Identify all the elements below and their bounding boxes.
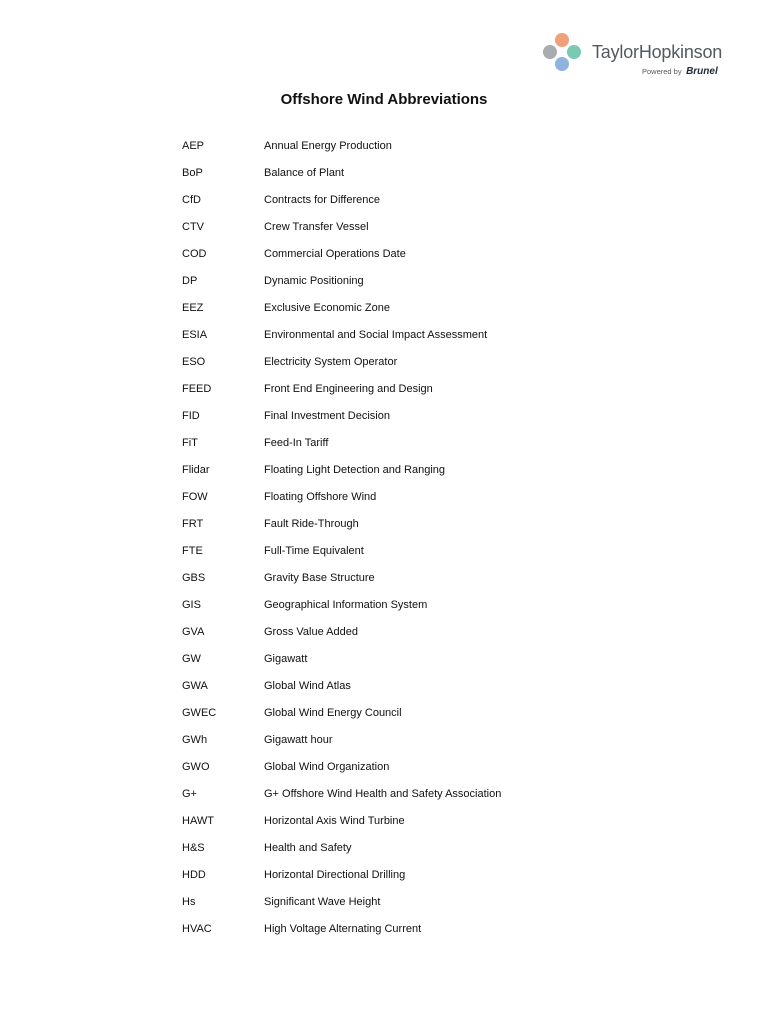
abbreviation-code: FOW [182, 491, 208, 503]
abbreviation-code: HVAC [182, 923, 212, 935]
abbreviation-definition: Gigawatt hour [264, 734, 333, 746]
abbreviation-row [182, 786, 501, 813]
abbreviation-code: FEED [182, 383, 212, 395]
abbreviation-row [182, 732, 501, 759]
abbreviation-definition: Environmental and Social Impact Assessment [264, 329, 488, 341]
abbreviation-definition: High Voltage Alternating Current [264, 923, 422, 935]
abbreviation-definition: Fault Ride-Through [264, 518, 359, 530]
abbreviation-list [182, 138, 501, 948]
abbreviation-row [182, 516, 501, 543]
abbreviation-row [182, 759, 501, 786]
abbreviation-code: EEZ [182, 302, 204, 314]
abbreviation-definition: Significant Wave Height [264, 896, 381, 908]
abbreviation-definition: Balance of Plant [264, 167, 345, 179]
abbreviation-row [182, 840, 501, 867]
abbreviation-code: GWEC [182, 707, 217, 719]
abbreviation-code: G+ [182, 788, 197, 800]
abbreviation-row [182, 489, 501, 516]
abbreviation-code: HAWT [182, 815, 214, 827]
abbreviation-row [182, 597, 501, 624]
abbreviation-definition: Dynamic Positioning [264, 275, 364, 287]
abbreviation-definition: Crew Transfer Vessel [264, 221, 369, 233]
abbreviation-row [182, 435, 501, 462]
abbreviation-definition: Global Wind Organization [264, 761, 390, 773]
abbreviation-code: COD [182, 248, 207, 260]
abbreviation-code: BoP [182, 167, 203, 179]
abbreviation-definition: Electricity System Operator [264, 356, 398, 368]
abbreviation-code: ESO [182, 356, 206, 368]
abbreviation-definition: Feed-In Tariff [264, 437, 329, 449]
abbreviation-code: ESIA [182, 329, 208, 341]
abbreviation-code: CTV [182, 221, 204, 233]
abbreviation-code: FID [182, 410, 200, 422]
abbreviation-row [182, 138, 501, 165]
abbreviation-code: DP [182, 275, 198, 287]
abbreviation-row [182, 894, 501, 921]
abbreviation-code: AEP [182, 140, 205, 152]
logo-wordmark: TaylorHopkinson [592, 42, 723, 62]
abbreviation-row [182, 624, 501, 651]
abbreviation-row [182, 327, 501, 354]
abbreviation-row [182, 408, 501, 435]
abbreviation-row [182, 381, 501, 408]
abbreviation-definition: Global Wind Atlas [264, 680, 351, 692]
abbreviation-definition: Horizontal Directional Drilling [264, 869, 406, 881]
abbreviation-code: FTE [182, 545, 203, 557]
abbreviation-row [182, 678, 501, 705]
abbreviation-definition: Contracts for Difference [264, 194, 380, 206]
abbreviation-row [182, 705, 501, 732]
abbreviation-code: GBS [182, 572, 206, 584]
abbreviation-code: GWO [182, 761, 210, 773]
abbreviation-code: CfD [182, 194, 201, 206]
abbreviation-code: FRT [182, 518, 204, 530]
abbreviation-definition: Floating Light Detection and Ranging [264, 464, 446, 476]
abbreviation-definition: Gross Value Added [264, 626, 358, 638]
abbreviation-code: Hs [182, 896, 196, 908]
abbreviation-code: GWh [182, 734, 208, 746]
logo-tagline [642, 65, 718, 77]
abbreviation-row [182, 543, 501, 570]
abbreviation-definition: Full-Time Equivalent [264, 545, 364, 557]
logo-dots-icon [540, 32, 584, 74]
abbreviation-code: Flidar [182, 464, 210, 476]
abbreviation-row [182, 921, 501, 948]
abbreviation-row [182, 300, 501, 327]
abbreviation-definition: Horizontal Axis Wind Turbine [264, 815, 405, 827]
logo-dot-blue [555, 57, 569, 71]
page-title: Offshore Wind Abbreviations [280, 91, 488, 108]
logo-dot-green [567, 45, 581, 59]
abbreviation-definition: Annual Energy Production [264, 140, 392, 152]
abbreviation-definition: G+ Offshore Wind Health and Safety Association [264, 788, 502, 800]
abbreviation-code: GW [182, 653, 201, 665]
abbreviation-definition: Global Wind Energy Council [264, 707, 402, 719]
abbreviation-code: H&S [182, 842, 205, 854]
abbreviation-definition: Gigawatt [264, 653, 308, 665]
logo-powered-by: Powered by [642, 67, 682, 76]
logo-dot-grey [543, 45, 557, 59]
abbreviation-code: HDD [182, 869, 206, 881]
abbreviation-definition: Commercial Operations Date [264, 248, 406, 260]
abbreviation-definition: Geographical Information System [264, 599, 428, 611]
abbreviation-row [182, 165, 501, 192]
abbreviation-row [182, 570, 501, 597]
abbreviation-row [182, 867, 501, 894]
abbreviation-row [182, 813, 501, 840]
abbreviation-code: GVA [182, 626, 205, 638]
abbreviation-definition: Health and Safety [264, 842, 352, 854]
abbreviation-row [182, 246, 501, 273]
abbreviation-code: FiT [182, 437, 198, 449]
abbreviation-row [182, 273, 501, 300]
abbreviation-row [182, 219, 501, 246]
abbreviation-row [182, 192, 501, 219]
taylorhopkinson-logo [540, 32, 740, 76]
abbreviation-definition: Gravity Base Structure [264, 572, 375, 584]
logo-dot-orange [555, 33, 569, 47]
abbreviation-code: GIS [182, 599, 201, 611]
abbreviation-row [182, 462, 501, 489]
abbreviation-definition: Front End Engineering and Design [264, 383, 433, 395]
abbreviation-definition: Floating Offshore Wind [264, 491, 377, 503]
abbreviation-row [182, 651, 501, 678]
abbreviation-code: GWA [182, 680, 208, 692]
logo-brand: Brunel [686, 66, 718, 77]
abbreviation-row [182, 354, 501, 381]
abbreviation-definition: Final Investment Decision [264, 410, 390, 422]
abbreviation-definition: Exclusive Economic Zone [264, 302, 390, 314]
